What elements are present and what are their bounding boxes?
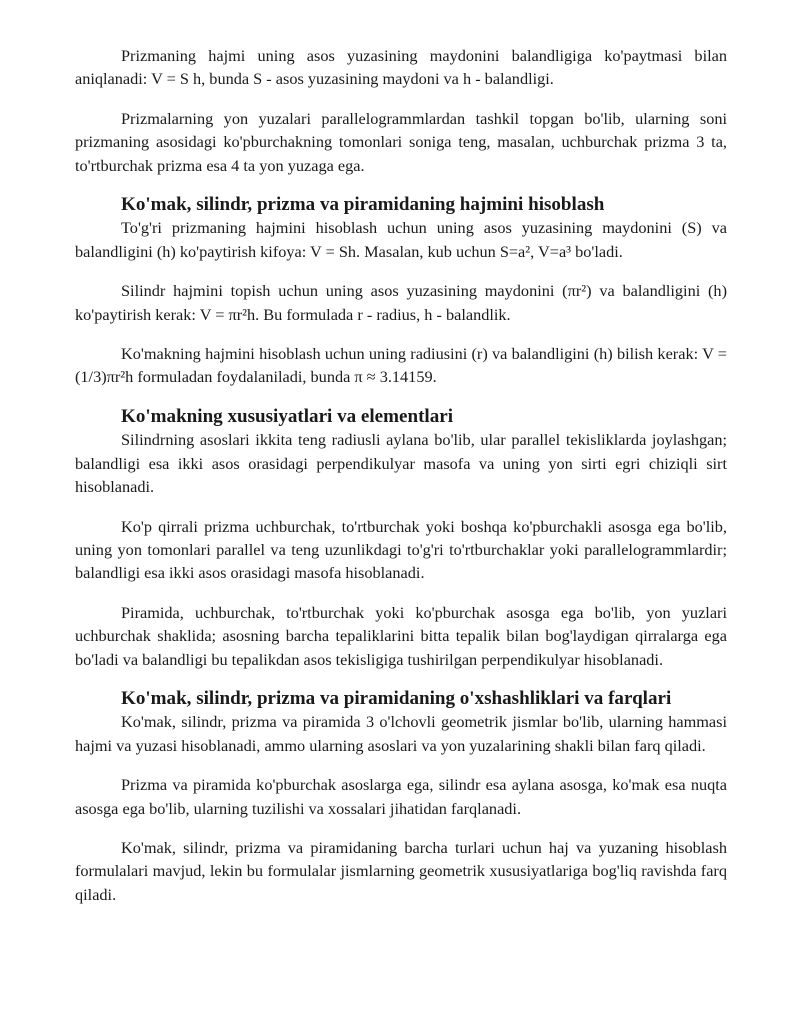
paragraph-prism-lateral-faces: Prizmalarning yon yuzalari parallelogrammlardan tashkil topgan bo'lib, ularning soni prizmaning asosidagi ko'pburchakning tomonlari soniga teng, masalan, uchburchak prizma 3 ta, to'rtburchak prizma esa 4 ta yon yuzaga ega. (75, 108, 727, 175)
paragraph-bases-comparison: Prizma va piramida ko'pburchak asoslarga ega, silindr esa aylana asosga, ko'mak esa nuqta asosga ega bo'lib, ularning tuzilishi va xossalari jihatidan farqlanadi. (75, 775, 727, 818)
paragraph-cone-volume: Ko'makning hajmini hisoblash uchun uning radiusini (r) va balandligini (h) bilish kerak: V = (1/3)πr²h formuladan foydalaniladi, bunda π ≈ 3.14159. (75, 344, 727, 387)
document-page (75, 44, 727, 922)
paragraph-prism-volume: Prizmaning hajmi uning asos yuzasining maydonini balandligiga ko'paytmasi bilan aniqlanadi: V = S h, bunda S - asos yuzasining maydoni va h - balandligi. (75, 46, 727, 89)
heading-similarities-differences: Ko'mak, silindr, prizma va piramidaning o'xshashliklari va farqlari (121, 687, 672, 709)
paragraph-formulas: Ko'mak, silindr, prizma va piramidaning barcha turlari uchun haj va yuzaning hisoblash formulalari mavjud, lekin bu formulalar jismlarning geometrik xususiyatlariga bog'liq ravishda farq qiladi. (75, 837, 727, 904)
paragraph-cylinder-bases: Silindrning asoslari ikkita teng radiusli aylana bo'lib, ular parallel tekisliklarda joylashgan; balandligi esa ikki asos orasidagi perpendikulyar masofa va uning yon sirti egri chiziqli sirt hisoblanadi. (75, 430, 727, 497)
paragraph-polyhedral-prism: Ko'p qirrali prizma uchburchak, to'rtburchak yoki boshqa ko'pburchakli asosga ega bo'lib, uning yon tomonlari parallel va teng uzunlikdagi to'g'ri to'rtburchaklar yoki parallelogrammlardir; balandligi esa ikki asos orasidagi masofa hisoblanadi. (75, 516, 727, 583)
paragraph-3d-solids: Ko'mak, silindr, prizma va piramida 3 o'lchovli geometrik jismlar bo'lib, ularning hammasi hajmi va yuzasi hisoblanadi, ammo ularning asoslari va yon yuzalarining shakli bilan farq qiladi. (75, 712, 727, 755)
paragraph-pyramid: Piramida, uchburchak, to'rtburchak yoki ko'pburchak asosga ega bo'lib, yon yuzlari uchburchak shaklida; asosning barcha tepaliklarini bitta tepalik bilan bog'laydigan qirralarga ega bo'ladi va balandligi bu tepalikdan asos tekisligiga tushirilgan perpendikulyar hisoblanadi. (75, 602, 727, 669)
heading-properties-elements: Ko'makning xususiyatlari va elementlari (121, 405, 454, 427)
paragraph-right-prism-volume: To'g'ri prizmaning hajmini hisoblash uchun uning asos yuzasining maydonini (S) va balandligini (h) ko'paytirish kifoya: V = Sh. Masalan, kub uchun S=a², V=a³ bo'ladi. (75, 218, 727, 261)
paragraph-cylinder-volume: Silindr hajmini topish uchun uning asos yuzasining maydonini (πr²) va balandligini (h) ko'paytirish kerak: V = πr²h. Bu formulada r - radius, h - balandlik. (75, 281, 727, 324)
heading-volume-calculation: Ko'mak, silindr, prizma va piramidaning hajmini hisoblash (121, 194, 605, 216)
